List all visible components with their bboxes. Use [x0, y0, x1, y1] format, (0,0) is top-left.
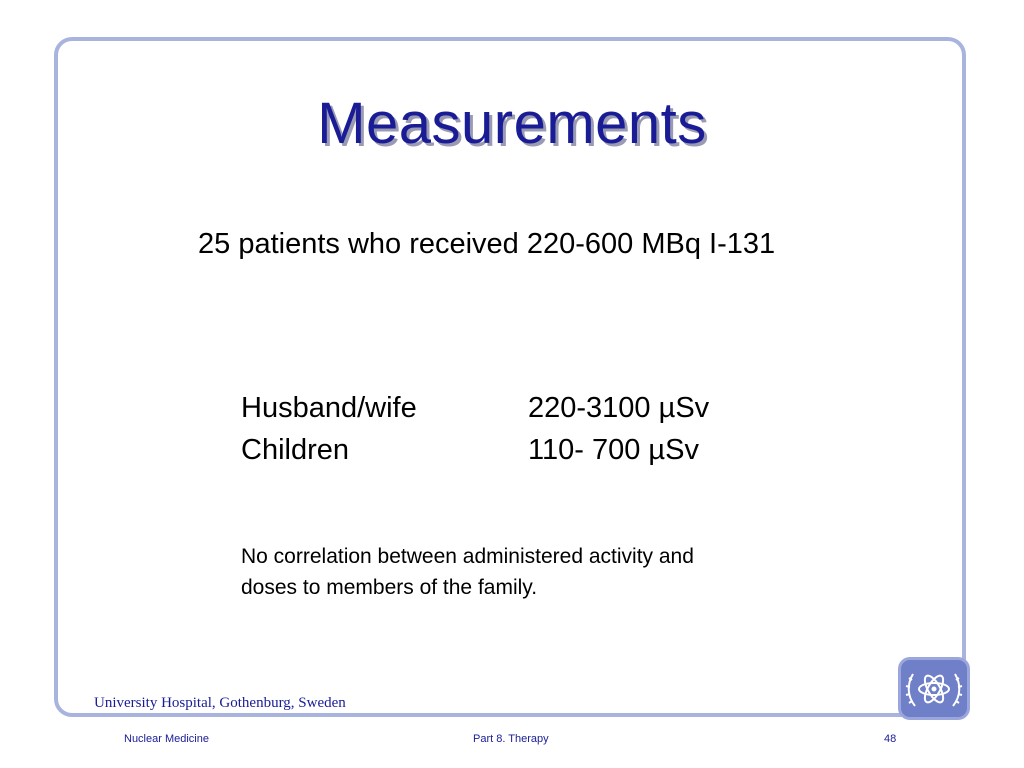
dose-group: Children [241, 434, 349, 466]
dose-group: Husband/wife [241, 392, 417, 424]
slide-title: Measurements [317, 91, 707, 156]
iaea-logo [898, 657, 970, 720]
correlation-note [241, 541, 841, 603]
dose-value: 220-3100 µSv [528, 392, 710, 424]
dose-row [241, 392, 710, 425]
slide-subtitle: 25 patients who received 220-600 MBq I-131 [198, 228, 776, 260]
footer-course: Nuclear Medicine [124, 733, 209, 745]
institution-label: University Hospital, Gothenburg, Sweden [94, 695, 346, 711]
dose-value: 110- 700 µSv [528, 434, 699, 466]
note-line: doses to members of the family. [241, 576, 538, 599]
dose-row [241, 434, 699, 467]
note-line: No correlation between administered activity and [241, 545, 694, 568]
footer-section: Part 8. Therapy [473, 733, 549, 745]
atom-laurel-icon [903, 662, 965, 716]
page-number: 48 [884, 733, 897, 745]
